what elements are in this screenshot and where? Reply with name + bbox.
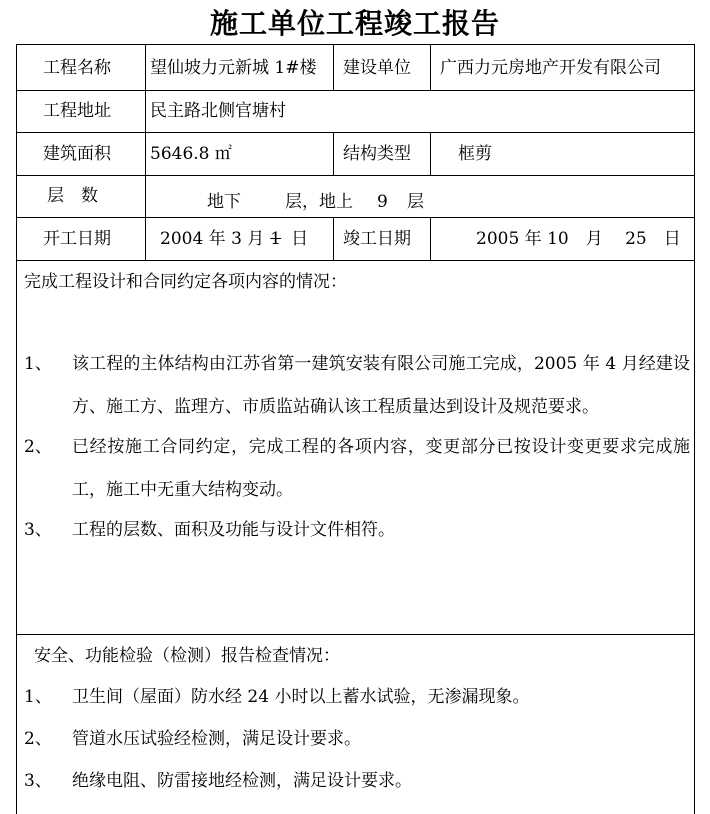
- row-divider: [16, 260, 695, 261]
- floors-label: 层 数: [47, 186, 98, 206]
- start-date-prefix: 2004 年 3 月: [160, 229, 265, 249]
- section-2-item-3-text: 绝缘电阻、防雷接地经检测，满足设计要求。: [72, 771, 412, 791]
- structure-label: 结构类型: [343, 144, 411, 164]
- table-border-left: [16, 44, 17, 814]
- row-divider: [16, 217, 695, 218]
- column-divider: [430, 44, 431, 90]
- section-2-item-1-number: 1、: [24, 687, 52, 707]
- column-divider: [430, 217, 431, 260]
- floors-unit-1: 层，地上: [285, 192, 353, 212]
- section-2-item-2-text: 管道水压试验经检测，满足设计要求。: [72, 729, 361, 749]
- structure-value: 框剪: [458, 144, 492, 164]
- address-label: 工程地址: [43, 101, 111, 121]
- table-border-right: [694, 44, 695, 814]
- section-2-item-1-text: 卫生间（屋面）防水经 24 小时以上蓄水试验，无渗漏现象。: [72, 687, 530, 707]
- address-value: 民主路北侧官塘村: [150, 101, 286, 121]
- row-divider: [16, 175, 695, 176]
- section-1-item-3-number: 3、: [24, 520, 52, 540]
- project-name-value: 望仙坡力元新城 1#楼: [150, 58, 317, 78]
- floors-underground: 地下: [207, 192, 241, 212]
- section-1-item-2-text: 已经按施工合同约定，完成工程的各项内容，变更部分已按设计变更要求完成施工，施工中无重大结构变动。: [72, 437, 690, 500]
- column-divider: [333, 44, 334, 90]
- start-date-suffix: 日: [291, 229, 309, 249]
- builder-value: 广西力元房地产开发有限公司: [440, 58, 661, 78]
- column-divider: [430, 132, 431, 175]
- section-1-item-2-number: 2、: [24, 437, 52, 457]
- finish-date-label: 竣工日期: [343, 229, 411, 249]
- builder-label: 建设单位: [343, 58, 411, 78]
- section-1-item-1-number: 1、: [24, 354, 52, 374]
- area-label: 建筑面积: [43, 144, 111, 164]
- start-date-label: 开工日期: [43, 229, 111, 249]
- section-2-item-3-number: 3、: [24, 771, 52, 791]
- area-value: 5646.8 ㎡: [150, 144, 232, 164]
- column-divider: [333, 132, 334, 175]
- section-1-item-1-text: 该工程的主体结构由江苏省第一建筑安装有限公司施工完成，2005 年 4 月经建设方、施工方、监理方、市质监站确认该工程质量达到设计及规范要求。: [72, 354, 690, 417]
- column-divider: [145, 44, 146, 260]
- section-1-heading: 完成工程设计和合同约定各项内容的情况：: [24, 272, 347, 292]
- section-2-heading: 安全、功能检验（检测）报告检查情况：: [34, 646, 340, 666]
- document-title: 施工单位工程竣工报告: [209, 7, 500, 40]
- finish-date-value: 2005 年 10 月 25 日: [476, 229, 681, 249]
- floors-above-value: 9: [377, 192, 388, 212]
- section-2-item-2-number: 2、: [24, 729, 52, 749]
- floors-unit-2: 层: [407, 192, 424, 212]
- project-name-label: 工程名称: [43, 58, 111, 78]
- section-1-item-3-text: 工程的层数、面积及功能与设计文件相符。: [72, 520, 395, 540]
- table-border-top: [16, 44, 695, 45]
- section-divider: [16, 634, 695, 635]
- row-divider: [16, 90, 695, 91]
- start-date-value: [160, 229, 308, 249]
- column-divider: [333, 217, 334, 260]
- start-date-day: 1: [270, 229, 282, 249]
- row-divider: [16, 132, 695, 133]
